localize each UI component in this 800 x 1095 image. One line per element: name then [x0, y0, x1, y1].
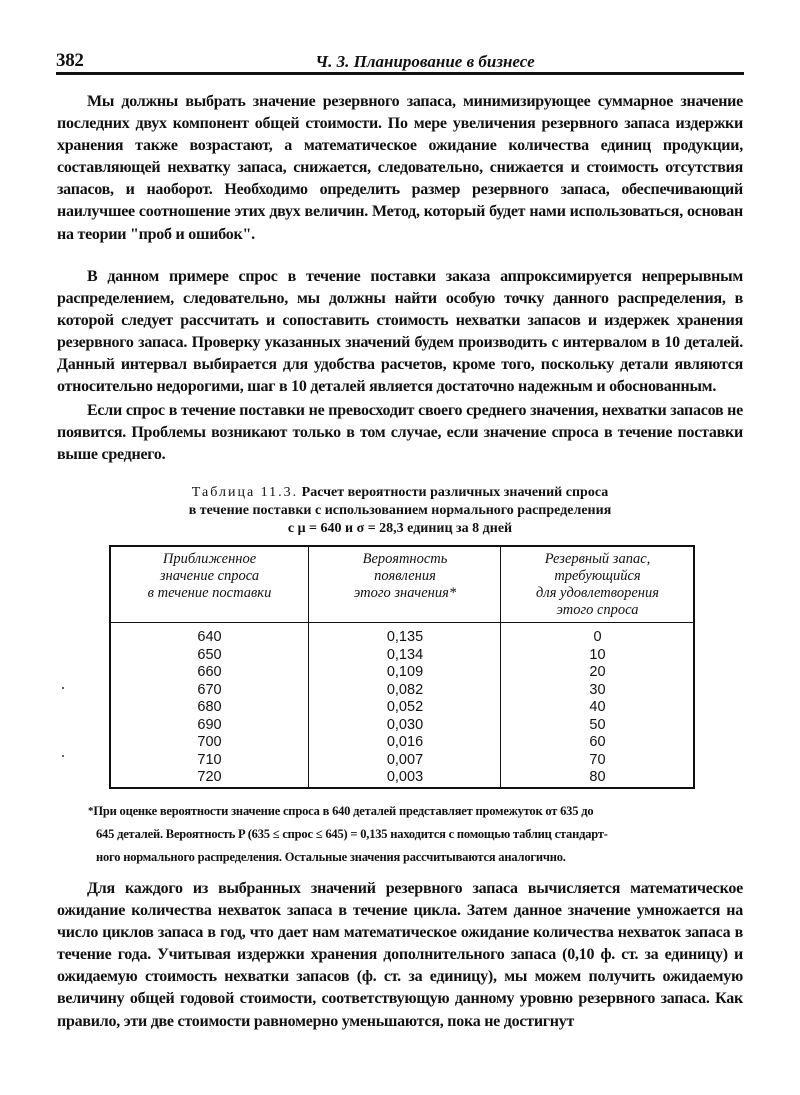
table-cell: 0,030 [386, 716, 424, 733]
column-probability [308, 547, 501, 787]
paragraph-2-text: В данном примере спрос в течение поставки заказа аппроксимируется непрерывным распределением, следовательно, мы должны найти особую точку данного распределения, в которой следует рассчитать и сопоставить стоимость нехватки запасов и издержек хранения резервного запаса. Проверку указанных значений будем производить с интервалом в 10 деталей. Данный интервал выбирается для удобства расчетов, кроме того, поскольку детали являются относительно недорогими, шаг в 10 деталей является достаточно надежным и обоснованным. [57, 268, 743, 396]
table-cell: 70 [589, 751, 606, 768]
table-cell: 650 [197, 646, 222, 663]
header-line: этого спроса [556, 602, 639, 618]
table-cell: 40 [589, 699, 606, 715]
table-cell: 0,052 [386, 699, 424, 715]
column-header-demand [111, 551, 308, 623]
table-cell: 670 [197, 681, 222, 698]
header-line: Резервный запас, [544, 551, 651, 567]
paragraph-2 [57, 266, 743, 399]
table-cell: 0,003 [386, 769, 424, 785]
table-cell: 30 [589, 681, 606, 698]
header-line: этого значения* [353, 585, 457, 601]
column-demand [111, 547, 308, 787]
table-cell: 680 [197, 699, 222, 715]
table-cell: 720 [197, 769, 222, 785]
table-cell: 0,007 [386, 751, 424, 768]
probability-values [309, 629, 501, 787]
table-cell: 50 [589, 716, 606, 733]
demand-probability-table [109, 545, 695, 789]
header-line: появления [374, 568, 436, 584]
scan-speck [62, 687, 64, 689]
paragraph-4-text: Для каждого из выбранных значений резервного запаса вычисляется математическое ожидание количества нехваток запаса в течение цикла. Затем данное значение умножается на число циклов запаса в год, что дает нам математическое ожидание количества нехваток запаса в течение года. Учитывая издержки хранения дополнительного запаса (0,10 ф. ст. за единицу) и ожидаемую стоимость нехватки запасов (ф. ст. за единицу), мы можем получить ожидаемую величину общей годовой стоимости, соответствующую данному уровню резервного запаса. Как правило, эти две стоимости равномерно уменьшаются, пока не достигнут [57, 880, 743, 1030]
table-cell: 0,109 [386, 664, 424, 680]
table-caption-line-1: Расчет вероятности различных значений спроса [301, 485, 609, 500]
safety-stock-values [501, 629, 694, 787]
demand-values [111, 629, 308, 787]
header-line: Вероятность [362, 551, 448, 567]
table-cell: 640 [197, 629, 222, 645]
page-number: 382 [56, 50, 84, 71]
table-cell: 80 [589, 769, 606, 785]
table-cell: 710 [197, 751, 222, 768]
table-cell: 20 [589, 664, 606, 680]
column-header-probability [309, 551, 501, 623]
header-line: в течение поставки [147, 585, 272, 601]
table-cell: 0,135 [386, 629, 424, 645]
scan-speck [62, 755, 64, 757]
table-cell: 660 [197, 664, 222, 680]
table-caption [100, 484, 700, 538]
table-header-rule [109, 622, 695, 623]
table-cell: 690 [197, 716, 222, 733]
paragraph-1-text: Мы должны выбрать значение резервного запаса, минимизирующее суммарное значение последних двух компонент общей стоимости. По мере увеличения резервного запаса издержки хранения также возрастают, а математическое ожидание количества единиц продукции, составляющей нехватку запаса, снижается, следовательно, снижается и стоимость отсутствия запасов, и наоборот. Необходимо определить размер резервного запаса, обеспечивающий наилучшее соотношение этих двух величин. Метод, который будет нами использоваться, основан на теории "проб и ошибок". [57, 93, 743, 243]
table-cell: 700 [197, 734, 222, 750]
header-line: значение спроса [159, 568, 260, 584]
footnote-line-2: 645 деталей. Вероятность P (635 ≤ спрос ≤ 645) = 0,135 находится с помощью таблиц стандарт- [96, 827, 608, 841]
paragraph-1 [57, 91, 743, 246]
header-line: Приближенное [162, 551, 257, 567]
header-line: требующийся [554, 568, 641, 584]
table-caption-label: Таблица 11.3. [191, 485, 299, 500]
footnote-line-3: ного нормального распределения. Остальные значения рассчитываются аналогично. [96, 850, 566, 864]
paragraph-4 [57, 878, 743, 1033]
table-caption-line-3: с μ = 640 и σ = 28,3 единиц за 8 дней [287, 521, 513, 536]
running-head: Ч. 3. Планирование в бизнесе [315, 52, 535, 71]
column-header-safety-stock [501, 551, 694, 623]
table-cell: 60 [589, 734, 606, 750]
footnote-marker: * [88, 805, 94, 817]
table-footnote [88, 800, 748, 869]
footnote-line-1: При оценке вероятности значение спроса в 640 деталей представляет промежуток от 635 до [93, 804, 594, 818]
table-cell: 0,016 [386, 734, 424, 750]
column-safety-stock [500, 547, 694, 787]
table-cell: 0,134 [386, 646, 424, 663]
paragraph-3-text: Если спрос в течение поставки не превосходит своего среднего значения, нехватки запасов не появится. Проблемы возникают только в том случае, если значение спроса в течение поставки выше среднего. [57, 402, 743, 464]
table-cell: 0 [593, 629, 602, 645]
table-caption-line-2: в течение поставки с использованием нормального распределения [188, 503, 612, 518]
table-cell: 10 [589, 646, 606, 663]
header-rule [56, 72, 744, 75]
header-line: для удовлетворения [536, 585, 659, 601]
table-cell: 0,082 [386, 681, 424, 698]
paragraph-3 [57, 400, 743, 466]
